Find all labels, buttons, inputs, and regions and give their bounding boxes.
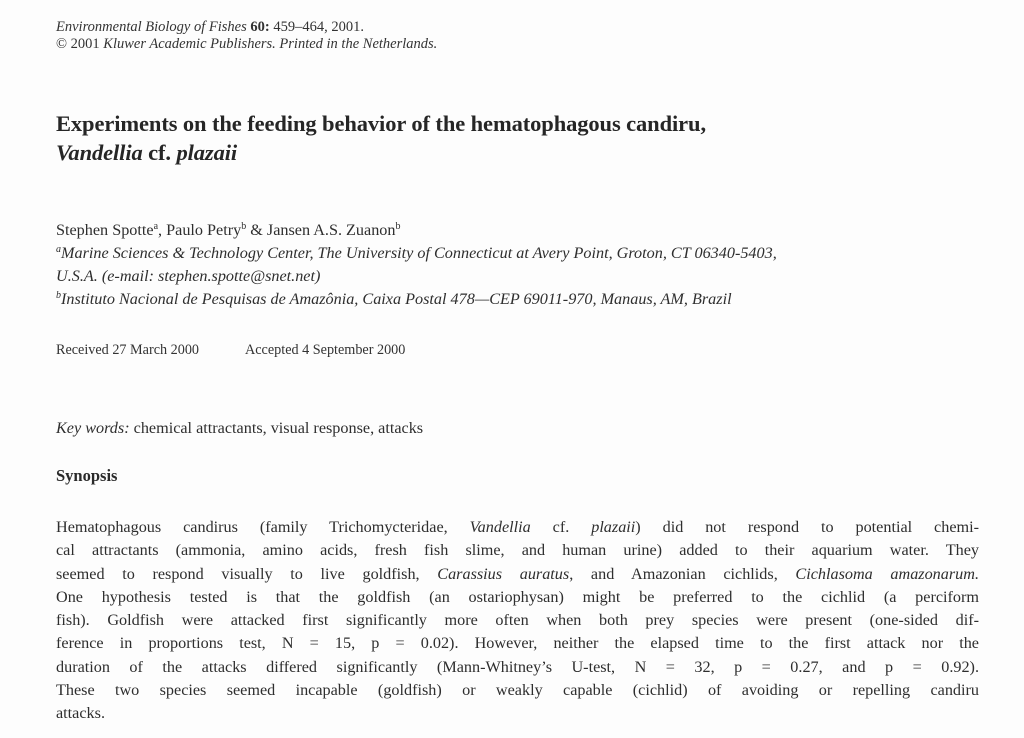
author-1-sup: a — [153, 221, 159, 232]
author-3: & Jansen A.S. Zuanon — [246, 221, 396, 239]
keywords-text: chemical attractants, visual response, attacks — [129, 419, 424, 437]
copyright-prefix: © 2001 — [56, 36, 104, 52]
author-3-sup: b — [395, 221, 401, 232]
synopsis-text: Hematophagous candirus (family Trichomycteridae, — [56, 518, 470, 536]
title-species: plazaii — [176, 140, 238, 165]
affiliation-b-sup: b — [56, 290, 61, 301]
title-line-1: Experiments on the feeding behavior of the hematophagous candiru, — [56, 111, 706, 136]
synopsis-line-5: fish). Goldfish were attacked first significantly more often when both prey species were present (one-sided dif- — [56, 611, 979, 630]
synopsis-line-9: attacks. — [56, 704, 105, 723]
journal-volume: 60: — [250, 19, 270, 35]
journal-header — [56, 19, 437, 53]
synopsis-genus: Vandellia — [469, 518, 531, 536]
synopsis-line-6: ference in proportions test, N = 15, p = 0.02). However, neither the elapsed time to the first attack nor the — [56, 634, 979, 653]
title-cf: cf. — [142, 140, 177, 165]
author-names — [56, 219, 976, 242]
author-2-sup: b — [241, 221, 247, 232]
affiliation-a-line-2: U.S.A. (e-mail: stephen.spotte@snet.net) — [56, 267, 321, 285]
affiliation-a-sup: a — [56, 244, 61, 255]
synopsis-cichlid-name: Cichlasoma amazonarum. — [795, 564, 980, 583]
author-2: , Paulo Petry — [158, 221, 242, 239]
affiliation-b — [56, 288, 976, 311]
author-block — [56, 219, 976, 311]
copyright-line — [56, 36, 437, 53]
copyright-text: Kluwer Academic Publishers. Printed in the Netherlands. — [103, 36, 438, 52]
synopsis-line-4: One hypothesis tested is that the goldfish (an ostariophysan) might be preferred to the cichlid (a perciform — [56, 587, 979, 606]
synopsis-line-2: cal attractants (ammonia, amino acids, fresh fish slime, and human urine) added to their aquarium water. They — [56, 541, 979, 560]
synopsis-text: seemed to respond visually to live goldfish, — [56, 564, 438, 583]
affiliation-a-line-1: Marine Sciences & Technology Center, The University of Connecticut at Avery Point, Groton, CT 06340-5403, — [61, 244, 777, 262]
journal-name: Environmental Biology of Fishes — [56, 19, 247, 35]
synopsis-text: ) did not respond to potential chemi- — [635, 518, 979, 536]
synopsis-line-1 — [56, 516, 979, 539]
dates-line — [56, 342, 405, 359]
synopsis-species: plazaii — [591, 518, 636, 536]
synopsis-line-7: duration of the attacks differed significantly (Mann-Whitney’s U-test, N = 32, p = 0.27, and p = 0.92). — [56, 657, 979, 676]
synopsis-body — [56, 516, 979, 726]
synopsis-line-3 — [56, 563, 979, 586]
received-date: Received 27 March 2000 — [56, 342, 200, 358]
journal-citation — [56, 19, 437, 36]
journal-pages-year: 459–464, 2001. — [269, 19, 364, 35]
synopsis-heading: Synopsis — [56, 466, 118, 485]
paper-title — [56, 109, 706, 167]
affiliation-b-line: Instituto Nacional de Pesquisas de Amazônia, Caixa Postal 478—CEP 69011-970, Manaus, AM, Brazil — [61, 290, 732, 308]
synopsis-cf: cf. — [530, 518, 592, 536]
synopsis-goldfish-name: Carassius auratus — [437, 564, 570, 583]
keywords-label: Key words: — [56, 419, 130, 437]
title-genus: Vandellia — [56, 140, 143, 165]
synopsis-line-8: These two species seemed incapable (goldfish) or weakly capable (cichlid) of avoiding or repelling candiru — [56, 681, 979, 700]
title-line-2 — [56, 138, 706, 167]
author-1: Stephen Spotte — [56, 221, 154, 239]
keywords-line — [56, 419, 423, 438]
affiliation-a — [56, 242, 976, 265]
synopsis-text: , and Amazonian cichlids, — [569, 564, 796, 583]
accepted-date: Accepted 4 September 2000 — [245, 342, 406, 358]
